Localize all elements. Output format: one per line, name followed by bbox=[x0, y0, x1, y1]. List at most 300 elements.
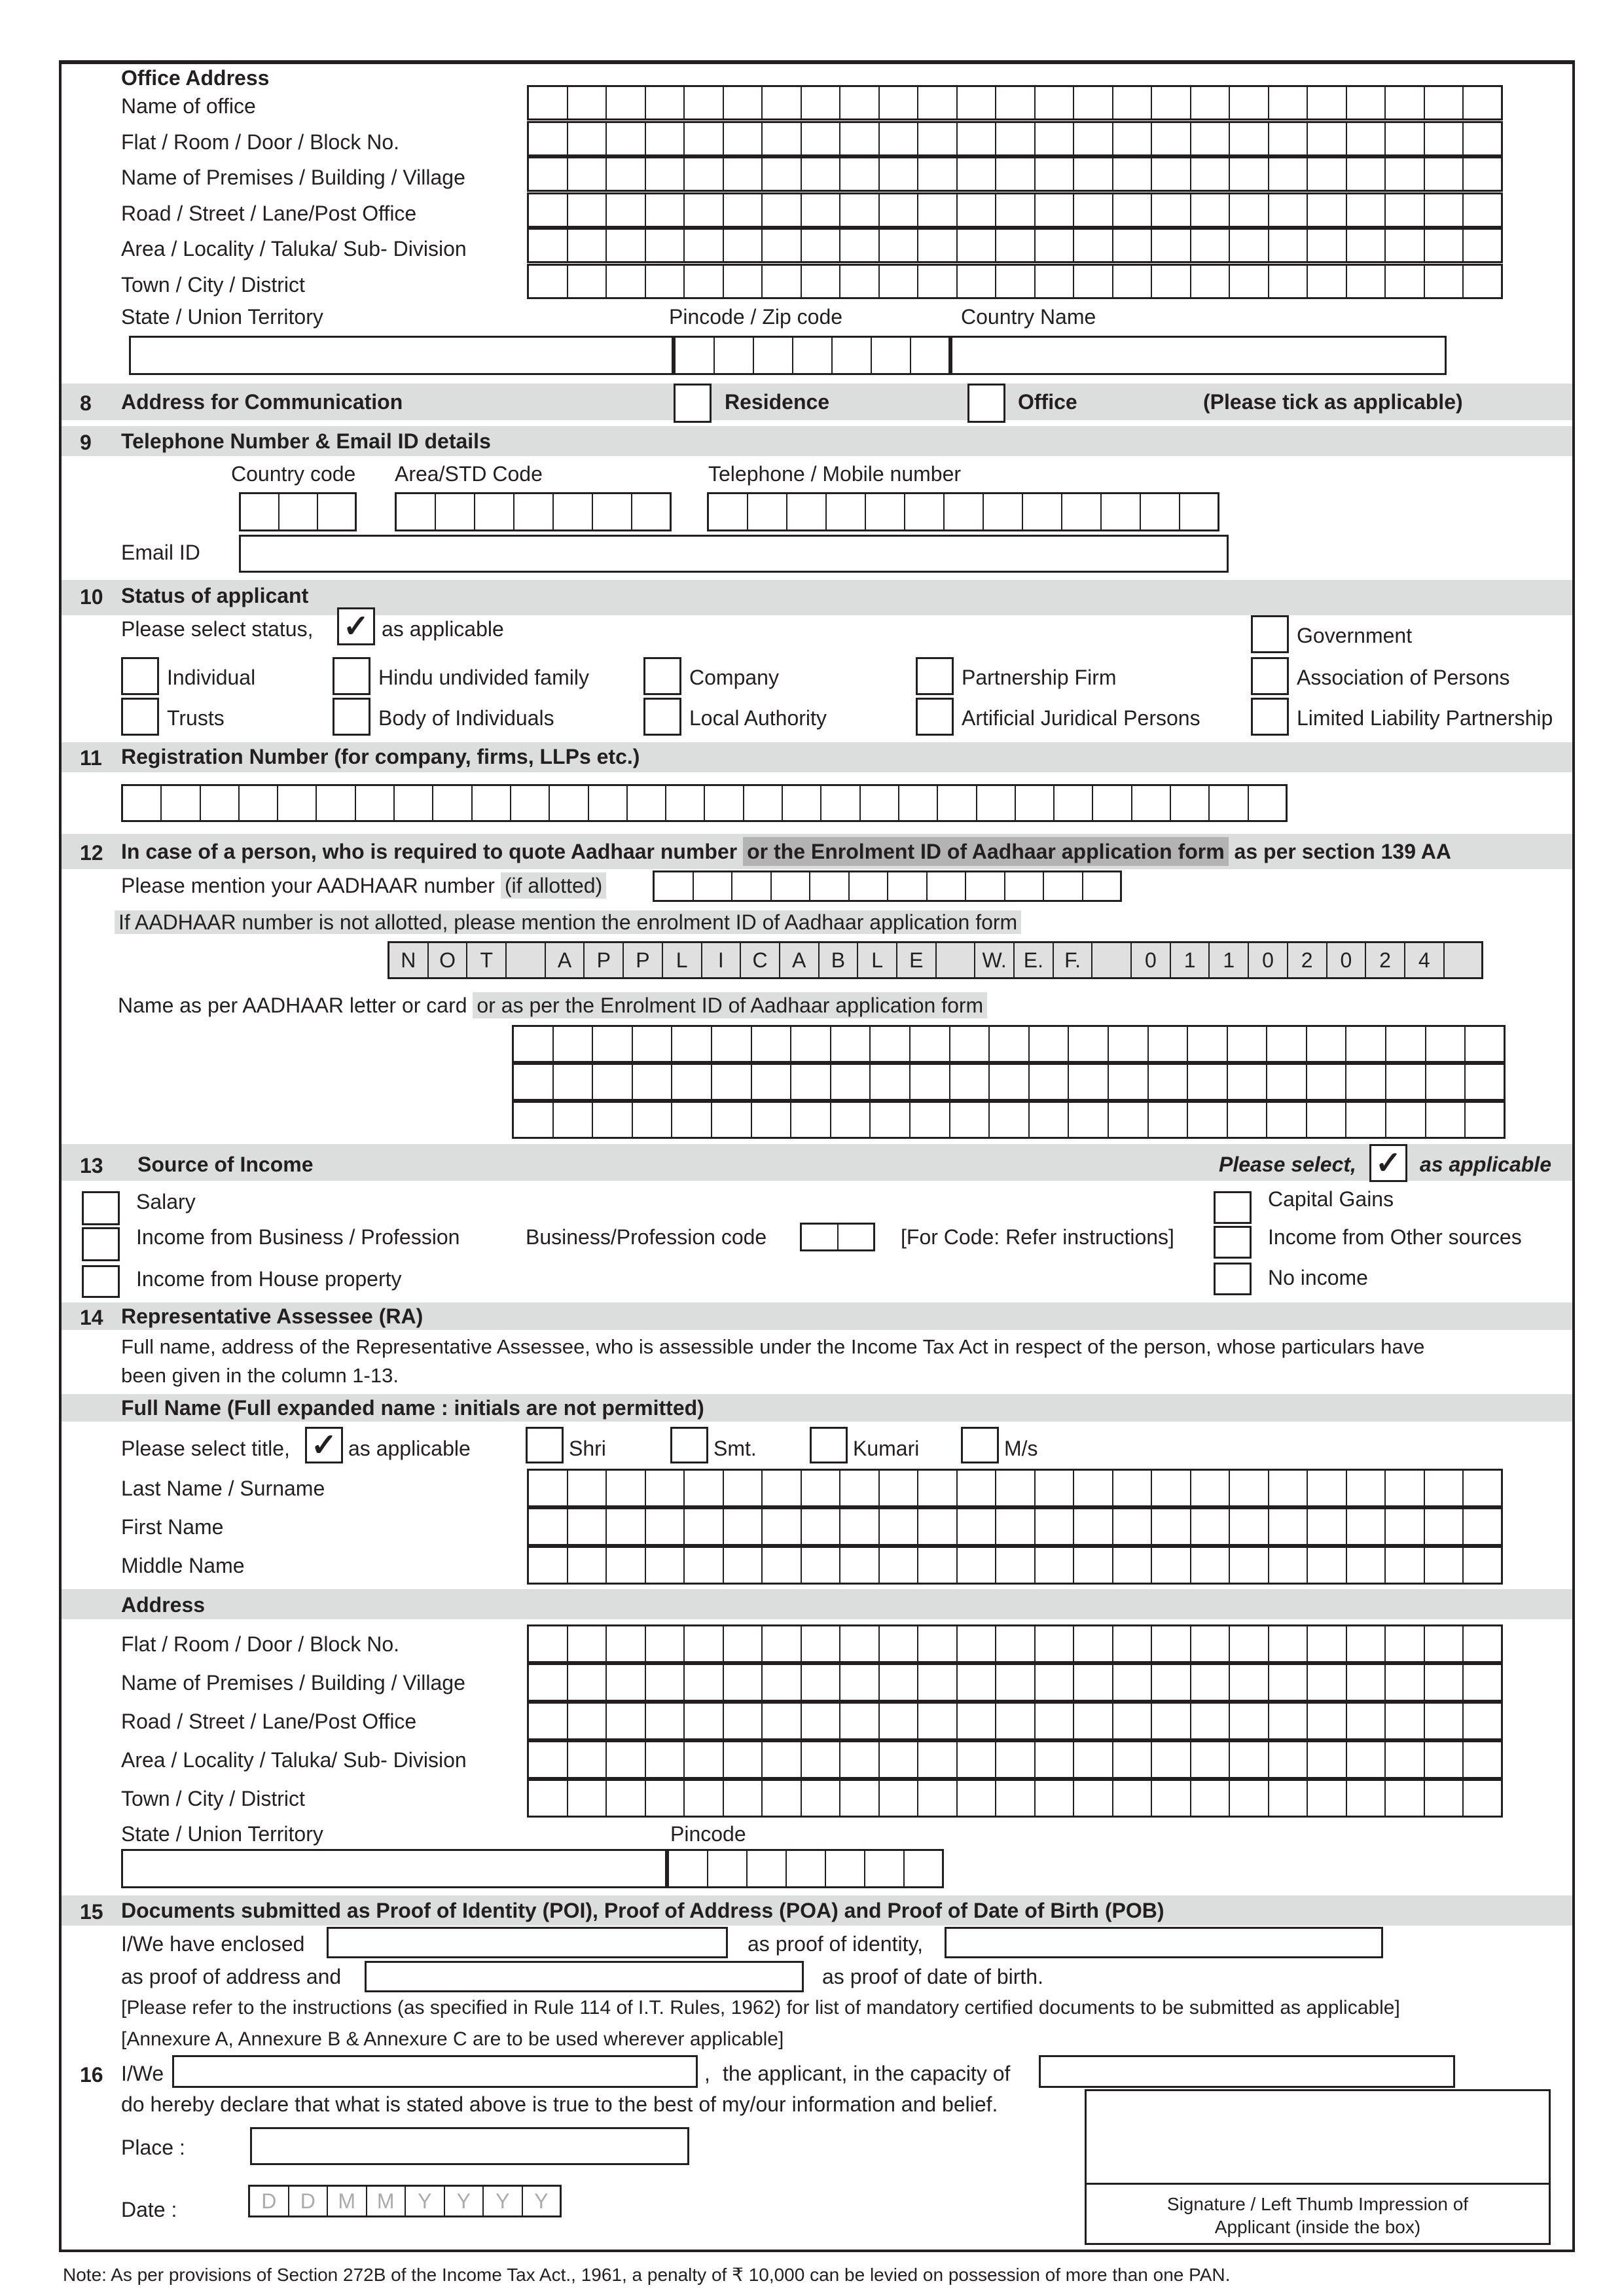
char-cell[interactable] bbox=[1425, 158, 1464, 190]
registration-number-input[interactable] bbox=[121, 784, 1288, 822]
char-cell[interactable] bbox=[1307, 1103, 1347, 1137]
char-cell[interactable] bbox=[911, 1065, 950, 1099]
char-cell[interactable] bbox=[1109, 1027, 1149, 1061]
char-cell[interactable] bbox=[1269, 1742, 1308, 1777]
char-cell[interactable] bbox=[996, 123, 1036, 154]
char-cell[interactable] bbox=[397, 494, 436, 529]
char-cell[interactable] bbox=[872, 338, 911, 373]
char-cell[interactable]: D bbox=[289, 2187, 329, 2215]
char-cell[interactable] bbox=[646, 1781, 685, 1816]
char-cell[interactable] bbox=[589, 786, 628, 820]
char-cell[interactable] bbox=[280, 494, 318, 529]
char-cell[interactable] bbox=[958, 1471, 997, 1505]
char-cell[interactable] bbox=[802, 1626, 841, 1661]
char-cell[interactable]: E. bbox=[1015, 943, 1054, 977]
char-cell[interactable] bbox=[1425, 1548, 1464, 1583]
ra-address-input[interactable] bbox=[527, 1624, 1503, 1663]
char-cell[interactable] bbox=[1152, 1509, 1191, 1544]
char-cell[interactable] bbox=[918, 87, 958, 118]
status-checkbox[interactable] bbox=[121, 698, 159, 736]
char-cell[interactable] bbox=[1228, 1027, 1268, 1061]
char-cell[interactable] bbox=[996, 158, 1036, 190]
char-cell[interactable] bbox=[763, 1509, 802, 1544]
char-cell[interactable] bbox=[685, 1509, 724, 1544]
char-cell[interactable] bbox=[529, 1626, 568, 1661]
char-cell[interactable] bbox=[593, 1027, 633, 1061]
no-income-checkbox[interactable] bbox=[1214, 1263, 1252, 1295]
char-cell[interactable] bbox=[1036, 230, 1075, 261]
char-cell[interactable] bbox=[1191, 230, 1231, 261]
char-cell[interactable] bbox=[1386, 266, 1425, 297]
char-cell[interactable] bbox=[802, 230, 841, 261]
business-code-input[interactable] bbox=[800, 1223, 875, 1251]
char-cell[interactable] bbox=[945, 494, 984, 529]
country-input[interactable] bbox=[950, 336, 1447, 375]
char-cell[interactable] bbox=[724, 1665, 763, 1700]
char-cell[interactable] bbox=[607, 1471, 646, 1505]
char-cell[interactable] bbox=[1464, 158, 1503, 190]
char-cell[interactable] bbox=[1074, 158, 1113, 190]
char-cell[interactable] bbox=[1464, 1509, 1503, 1544]
char-cell[interactable] bbox=[1386, 1027, 1426, 1061]
char-cell[interactable] bbox=[1030, 1103, 1070, 1137]
char-cell[interactable]: 1 bbox=[1171, 943, 1210, 977]
char-cell[interactable] bbox=[607, 158, 646, 190]
char-cell[interactable] bbox=[1036, 1471, 1075, 1505]
char-cell[interactable] bbox=[529, 194, 568, 226]
capacity-input[interactable] bbox=[1039, 2055, 1455, 2088]
char-cell[interactable] bbox=[1386, 194, 1425, 226]
char-cell[interactable] bbox=[511, 786, 550, 820]
char-cell[interactable] bbox=[905, 1851, 944, 1886]
char-cell[interactable] bbox=[529, 266, 568, 297]
char-cell[interactable] bbox=[996, 1548, 1036, 1583]
char-cell[interactable] bbox=[1386, 1781, 1425, 1816]
char-cell[interactable]: E bbox=[897, 943, 937, 977]
char-cell[interactable] bbox=[802, 1665, 841, 1700]
char-cell[interactable] bbox=[1152, 194, 1191, 226]
char-cell[interactable] bbox=[1464, 1704, 1503, 1738]
char-cell[interactable]: Y bbox=[445, 2187, 484, 2215]
date-input[interactable] bbox=[248, 2185, 562, 2217]
char-cell[interactable] bbox=[861, 786, 899, 820]
char-cell[interactable] bbox=[911, 1027, 950, 1061]
char-cell[interactable] bbox=[918, 1665, 958, 1700]
char-cell[interactable] bbox=[1425, 230, 1464, 261]
char-cell[interactable] bbox=[1228, 1103, 1268, 1137]
char-cell[interactable] bbox=[1425, 1665, 1464, 1700]
declarant-name-input[interactable] bbox=[172, 2055, 698, 2088]
char-cell[interactable] bbox=[1386, 1704, 1425, 1738]
char-cell[interactable] bbox=[865, 1851, 905, 1886]
char-cell[interactable] bbox=[958, 1626, 997, 1661]
char-cell[interactable] bbox=[475, 494, 514, 529]
char-cell[interactable] bbox=[1036, 1742, 1075, 1777]
char-cell[interactable]: F. bbox=[1054, 943, 1093, 977]
char-cell[interactable] bbox=[1267, 1065, 1307, 1099]
char-cell[interactable] bbox=[748, 1851, 787, 1886]
char-cell[interactable] bbox=[1152, 1471, 1191, 1505]
char-cell[interactable] bbox=[1069, 1103, 1109, 1137]
char-cell[interactable] bbox=[1171, 786, 1210, 820]
char-cell[interactable] bbox=[724, 1548, 763, 1583]
char-cell[interactable] bbox=[568, 1509, 607, 1544]
char-cell[interactable] bbox=[1152, 1626, 1191, 1661]
status-checkbox[interactable] bbox=[916, 698, 954, 736]
char-cell[interactable] bbox=[1074, 1781, 1113, 1816]
char-cell[interactable] bbox=[1074, 87, 1113, 118]
char-cell[interactable] bbox=[1466, 1103, 1506, 1137]
char-cell[interactable] bbox=[1188, 1103, 1228, 1137]
office-field-input[interactable] bbox=[527, 192, 1503, 228]
char-cell[interactable] bbox=[752, 1027, 792, 1061]
char-cell[interactable] bbox=[1191, 1471, 1231, 1505]
char-cell[interactable] bbox=[880, 1704, 919, 1738]
char-cell[interactable] bbox=[840, 266, 880, 297]
char-cell[interactable] bbox=[787, 1851, 826, 1886]
char-cell[interactable] bbox=[1113, 1509, 1153, 1544]
char-cell[interactable] bbox=[1113, 1781, 1153, 1816]
char-cell[interactable] bbox=[1347, 1471, 1386, 1505]
char-cell[interactable] bbox=[1188, 1065, 1228, 1099]
status-checkbox[interactable] bbox=[333, 657, 370, 695]
status-checkbox[interactable] bbox=[1251, 657, 1289, 695]
char-cell[interactable] bbox=[433, 786, 472, 820]
char-cell[interactable] bbox=[880, 1509, 919, 1544]
char-cell[interactable] bbox=[918, 1742, 958, 1777]
char-cell[interactable] bbox=[1191, 87, 1231, 118]
char-cell[interactable] bbox=[1083, 872, 1123, 900]
char-cell[interactable] bbox=[880, 87, 919, 118]
char-cell[interactable] bbox=[1191, 1781, 1231, 1816]
char-cell[interactable] bbox=[1230, 123, 1269, 154]
char-cell[interactable] bbox=[802, 87, 841, 118]
ra-name-input[interactable] bbox=[527, 1469, 1503, 1507]
char-cell[interactable] bbox=[1386, 158, 1425, 190]
char-cell[interactable] bbox=[607, 1665, 646, 1700]
char-cell[interactable] bbox=[990, 1065, 1030, 1099]
char-cell[interactable] bbox=[880, 266, 919, 297]
char-cell[interactable] bbox=[1346, 1065, 1386, 1099]
char-cell[interactable] bbox=[880, 1471, 919, 1505]
char-cell[interactable] bbox=[646, 1548, 685, 1583]
char-cell[interactable] bbox=[1464, 1665, 1503, 1700]
char-cell[interactable] bbox=[1210, 786, 1248, 820]
char-cell[interactable] bbox=[646, 1742, 685, 1777]
char-cell[interactable] bbox=[724, 1626, 763, 1661]
char-cell[interactable] bbox=[1030, 1027, 1070, 1061]
char-cell[interactable] bbox=[918, 266, 958, 297]
office-field-input[interactable] bbox=[527, 85, 1503, 120]
char-cell[interactable] bbox=[1230, 1704, 1269, 1738]
char-cell[interactable] bbox=[958, 158, 997, 190]
char-cell[interactable] bbox=[593, 1103, 633, 1137]
char-cell[interactable] bbox=[669, 1851, 708, 1886]
char-cell[interactable] bbox=[1466, 1027, 1506, 1061]
char-cell[interactable] bbox=[1230, 1665, 1269, 1700]
char-cell[interactable] bbox=[840, 158, 880, 190]
char-cell[interactable] bbox=[937, 943, 976, 977]
char-cell[interactable] bbox=[529, 87, 568, 118]
office-field-input[interactable] bbox=[527, 156, 1503, 192]
char-cell[interactable] bbox=[831, 1027, 871, 1061]
aadhaar-input[interactable] bbox=[653, 870, 1122, 902]
char-cell[interactable] bbox=[646, 87, 685, 118]
char-cell[interactable] bbox=[633, 1103, 673, 1137]
char-cell[interactable] bbox=[1386, 123, 1425, 154]
char-cell[interactable] bbox=[1149, 1103, 1189, 1137]
char-cell[interactable] bbox=[1113, 158, 1153, 190]
char-cell[interactable] bbox=[1074, 1704, 1113, 1738]
phone-input[interactable] bbox=[707, 492, 1219, 531]
char-cell[interactable] bbox=[1132, 786, 1171, 820]
char-cell[interactable] bbox=[996, 266, 1036, 297]
char-cell[interactable] bbox=[724, 1781, 763, 1816]
char-cell[interactable] bbox=[752, 1065, 792, 1099]
ra-address-input[interactable] bbox=[527, 1663, 1503, 1702]
char-cell[interactable] bbox=[1005, 872, 1045, 900]
char-cell[interactable] bbox=[1386, 87, 1425, 118]
char-cell[interactable] bbox=[996, 1626, 1036, 1661]
char-cell[interactable] bbox=[1074, 266, 1113, 297]
char-cell[interactable] bbox=[1308, 1509, 1347, 1544]
char-cell[interactable] bbox=[685, 1781, 724, 1816]
char-cell[interactable] bbox=[840, 123, 880, 154]
char-cell[interactable] bbox=[1036, 1548, 1075, 1583]
char-cell[interactable] bbox=[1269, 1704, 1308, 1738]
char-cell[interactable] bbox=[1269, 1548, 1308, 1583]
ra-address-input[interactable] bbox=[527, 1740, 1503, 1779]
char-cell[interactable] bbox=[880, 1742, 919, 1777]
char-cell[interactable] bbox=[833, 338, 872, 373]
char-cell[interactable] bbox=[1269, 266, 1308, 297]
char-cell[interactable] bbox=[712, 1065, 752, 1099]
char-cell[interactable] bbox=[685, 1704, 724, 1738]
char-cell[interactable] bbox=[1308, 1471, 1347, 1505]
char-cell[interactable] bbox=[1425, 87, 1464, 118]
char-cell[interactable] bbox=[1347, 230, 1386, 261]
char-cell[interactable] bbox=[950, 1027, 990, 1061]
char-cell[interactable] bbox=[1425, 1509, 1464, 1544]
char-cell[interactable] bbox=[990, 1103, 1030, 1137]
char-cell[interactable] bbox=[568, 230, 607, 261]
char-cell[interactable] bbox=[763, 266, 802, 297]
char-cell[interactable] bbox=[763, 230, 802, 261]
char-cell[interactable] bbox=[1191, 123, 1231, 154]
char-cell[interactable] bbox=[958, 1509, 997, 1544]
char-cell[interactable] bbox=[607, 123, 646, 154]
char-cell[interactable] bbox=[1347, 194, 1386, 226]
ra-name-input[interactable] bbox=[527, 1507, 1503, 1546]
char-cell[interactable] bbox=[958, 123, 997, 154]
char-cell[interactable] bbox=[1152, 87, 1191, 118]
char-cell[interactable] bbox=[821, 786, 860, 820]
char-cell[interactable] bbox=[827, 494, 866, 529]
char-cell[interactable]: C bbox=[741, 943, 780, 977]
char-cell[interactable] bbox=[724, 158, 763, 190]
char-cell[interactable]: W. bbox=[975, 943, 1015, 977]
char-cell[interactable] bbox=[1149, 1065, 1189, 1099]
char-cell[interactable] bbox=[802, 158, 841, 190]
char-cell[interactable] bbox=[996, 1704, 1036, 1738]
char-cell[interactable] bbox=[791, 1027, 831, 1061]
char-cell[interactable] bbox=[1269, 123, 1308, 154]
char-cell[interactable] bbox=[802, 1704, 841, 1738]
std-code-input[interactable] bbox=[395, 492, 672, 531]
char-cell[interactable] bbox=[1230, 1509, 1269, 1544]
char-cell[interactable] bbox=[977, 786, 1016, 820]
char-cell[interactable] bbox=[1036, 1704, 1075, 1738]
char-cell[interactable]: M bbox=[367, 2187, 406, 2215]
char-cell[interactable] bbox=[1347, 1742, 1386, 1777]
char-cell[interactable]: L bbox=[858, 943, 897, 977]
status-checkbox[interactable] bbox=[643, 698, 681, 736]
char-cell[interactable] bbox=[783, 786, 821, 820]
char-cell[interactable] bbox=[763, 1626, 802, 1661]
char-cell[interactable] bbox=[201, 786, 240, 820]
char-cell[interactable]: O bbox=[429, 943, 468, 977]
char-cell[interactable] bbox=[507, 943, 546, 977]
char-cell[interactable] bbox=[646, 194, 685, 226]
char-cell[interactable] bbox=[607, 1548, 646, 1583]
char-cell[interactable] bbox=[1230, 1781, 1269, 1816]
char-cell[interactable] bbox=[1464, 194, 1503, 226]
char-cell[interactable] bbox=[1466, 1065, 1506, 1099]
char-cell[interactable] bbox=[162, 786, 200, 820]
char-cell[interactable] bbox=[1269, 87, 1308, 118]
char-cell[interactable] bbox=[840, 1626, 880, 1661]
title-checkbox[interactable] bbox=[810, 1427, 848, 1463]
char-cell[interactable] bbox=[918, 158, 958, 190]
char-cell[interactable] bbox=[1152, 158, 1191, 190]
status-checkbox[interactable] bbox=[1251, 698, 1289, 736]
char-cell[interactable] bbox=[1464, 87, 1503, 118]
status-checkbox[interactable] bbox=[121, 657, 159, 695]
status-checkbox[interactable] bbox=[643, 657, 681, 695]
char-cell[interactable] bbox=[1386, 1548, 1425, 1583]
char-cell[interactable] bbox=[1307, 1065, 1347, 1099]
char-cell[interactable]: A bbox=[546, 943, 585, 977]
char-cell[interactable] bbox=[568, 1781, 607, 1816]
state-input[interactable] bbox=[129, 336, 674, 375]
char-cell[interactable] bbox=[1425, 1471, 1464, 1505]
char-cell[interactable] bbox=[996, 1471, 1036, 1505]
char-cell[interactable] bbox=[1030, 1065, 1070, 1099]
char-cell[interactable] bbox=[646, 123, 685, 154]
char-cell[interactable] bbox=[646, 266, 685, 297]
poa-doc-input[interactable] bbox=[945, 1927, 1383, 1958]
char-cell[interactable] bbox=[1191, 266, 1231, 297]
char-cell[interactable] bbox=[685, 194, 724, 226]
char-cell[interactable] bbox=[1269, 158, 1308, 190]
char-cell[interactable] bbox=[880, 1548, 919, 1583]
char-cell[interactable] bbox=[1113, 87, 1153, 118]
char-cell[interactable] bbox=[984, 494, 1023, 529]
char-cell[interactable] bbox=[918, 194, 958, 226]
char-cell[interactable] bbox=[1191, 1548, 1231, 1583]
char-cell[interactable] bbox=[554, 494, 593, 529]
char-cell[interactable] bbox=[1347, 266, 1386, 297]
char-cell[interactable] bbox=[1269, 194, 1308, 226]
char-cell[interactable] bbox=[1425, 123, 1464, 154]
char-cell[interactable] bbox=[1425, 266, 1464, 297]
char-cell[interactable] bbox=[840, 1548, 880, 1583]
char-cell[interactable] bbox=[802, 1548, 841, 1583]
char-cell[interactable] bbox=[1152, 1781, 1191, 1816]
char-cell[interactable] bbox=[529, 1665, 568, 1700]
char-cell[interactable] bbox=[763, 1742, 802, 1777]
char-cell[interactable] bbox=[966, 872, 1005, 900]
char-cell[interactable] bbox=[666, 786, 705, 820]
char-cell[interactable] bbox=[1092, 943, 1132, 977]
ra-pincode-input[interactable] bbox=[667, 1849, 944, 1888]
char-cell[interactable] bbox=[1036, 1509, 1075, 1544]
char-cell[interactable] bbox=[802, 1781, 841, 1816]
char-cell[interactable] bbox=[554, 1065, 594, 1099]
char-cell[interactable]: 1 bbox=[1210, 943, 1249, 977]
char-cell[interactable] bbox=[1347, 1626, 1386, 1661]
char-cell[interactable] bbox=[1036, 266, 1075, 297]
char-cell[interactable]: B bbox=[820, 943, 859, 977]
char-cell[interactable] bbox=[241, 494, 280, 529]
char-cell[interactable] bbox=[554, 1027, 594, 1061]
char-cell[interactable] bbox=[607, 1626, 646, 1661]
char-cell[interactable] bbox=[840, 1704, 880, 1738]
char-cell[interactable] bbox=[810, 872, 850, 900]
char-cell[interactable] bbox=[802, 194, 841, 226]
char-cell[interactable] bbox=[1191, 158, 1231, 190]
char-cell[interactable] bbox=[1230, 158, 1269, 190]
char-cell[interactable] bbox=[123, 786, 162, 820]
char-cell[interactable] bbox=[1109, 1065, 1149, 1099]
char-cell[interactable] bbox=[1093, 786, 1132, 820]
char-cell[interactable] bbox=[826, 1851, 865, 1886]
char-cell[interactable] bbox=[1308, 1665, 1347, 1700]
char-cell[interactable] bbox=[840, 87, 880, 118]
char-cell[interactable] bbox=[724, 87, 763, 118]
char-cell[interactable] bbox=[732, 872, 772, 900]
char-cell[interactable] bbox=[607, 194, 646, 226]
char-cell[interactable] bbox=[1269, 1665, 1308, 1700]
char-cell[interactable] bbox=[685, 1742, 724, 1777]
char-cell[interactable] bbox=[1267, 1027, 1307, 1061]
char-cell[interactable] bbox=[1016, 786, 1055, 820]
char-cell[interactable] bbox=[1386, 230, 1425, 261]
char-cell[interactable] bbox=[1152, 123, 1191, 154]
char-cell[interactable] bbox=[1347, 158, 1386, 190]
char-cell[interactable] bbox=[607, 1781, 646, 1816]
char-cell[interactable] bbox=[1113, 1548, 1153, 1583]
residence-checkbox[interactable] bbox=[674, 384, 712, 423]
char-cell[interactable] bbox=[752, 1103, 792, 1137]
char-cell[interactable] bbox=[685, 266, 724, 297]
char-cell[interactable] bbox=[918, 230, 958, 261]
char-cell[interactable] bbox=[1023, 494, 1062, 529]
char-cell[interactable]: L bbox=[663, 943, 702, 977]
char-cell[interactable] bbox=[529, 1471, 568, 1505]
char-cell[interactable] bbox=[646, 1626, 685, 1661]
char-cell[interactable] bbox=[802, 123, 841, 154]
char-cell[interactable] bbox=[880, 158, 919, 190]
char-cell[interactable] bbox=[791, 1065, 831, 1099]
char-cell[interactable] bbox=[1036, 158, 1075, 190]
char-cell[interactable] bbox=[1386, 1103, 1426, 1137]
char-cell[interactable] bbox=[958, 230, 997, 261]
char-cell[interactable] bbox=[840, 1665, 880, 1700]
place-input[interactable] bbox=[250, 2127, 689, 2165]
char-cell[interactable] bbox=[990, 1027, 1030, 1061]
char-cell[interactable] bbox=[550, 786, 588, 820]
